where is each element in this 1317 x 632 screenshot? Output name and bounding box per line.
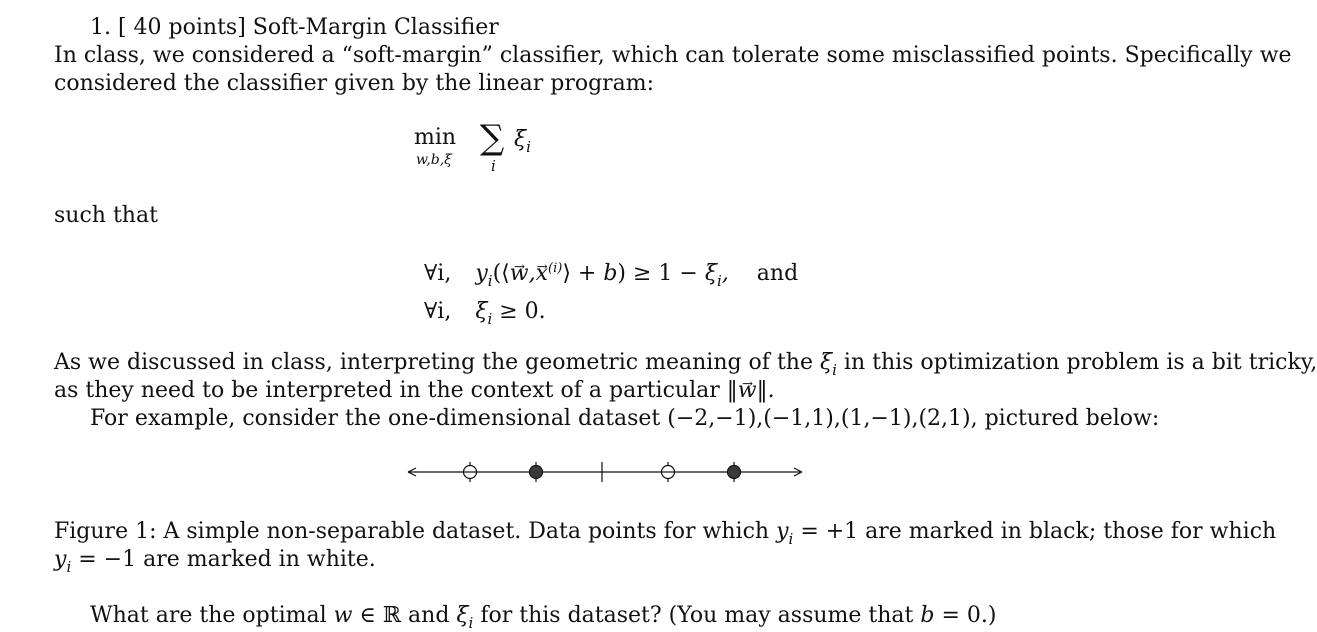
forall-2: ∀i, (424, 299, 452, 324)
discussion-line-1: As we discussed in class, interpreting the geometric meaning of the $\xi_i$ in this optimization problem is a bit tricky, (54, 350, 1317, 379)
positive-point (530, 466, 543, 479)
constraint-1: ∀i, $y_i(⟨w \to,x$ →$^{(i)}$⟩ + $b) \ge 1 - \xi_i$, and (424, 260, 798, 291)
sum-index: i (491, 157, 496, 175)
number-line-figure (400, 454, 810, 494)
example-line: For example, consider the one-dimensional dataset (−2,−1),(−1,1),(1,−1),(2,1), pictured below: (90, 406, 1160, 431)
intro-line-1: In class, we considered a “soft-margin” classifier, which can tolerate some misclassified points. Specifically we (54, 43, 1292, 68)
caption-line-2: $y_i = -1$ are marked in white. (54, 547, 376, 576)
forall-1: ∀i, (424, 261, 452, 286)
caption-line-1: Figure 1: A simple non-separable dataset. Data points for which $y_i = +1$ are marked in black; those for which (54, 519, 1277, 548)
sum-term: $\xi_i$ (514, 127, 531, 156)
positive-point (728, 466, 741, 479)
sum-symbol: ∑ (480, 118, 505, 158)
question-line: What are the optimal w ∈ ℝ and $\xi_i$ for this dataset? (You may assume that b = 0.) (90, 603, 997, 632)
problem-heading: 1. [ 40 points] Soft-Margin Classifier (90, 15, 499, 40)
min-variables: w,b,ξ (416, 152, 452, 168)
objective-formula (414, 118, 574, 184)
such-that-label: such that (54, 203, 158, 228)
min-word: min (414, 125, 457, 150)
discussion-line-2: as they need to be interpreted in the context of a particular ‖w →‖. (54, 377, 775, 405)
intro-line-2: considered the classifier given by the linear program: (54, 71, 655, 96)
constraint-2: ∀i, $\xi_i \ge 0$. (424, 299, 546, 328)
constraint-and: and (756, 261, 799, 286)
